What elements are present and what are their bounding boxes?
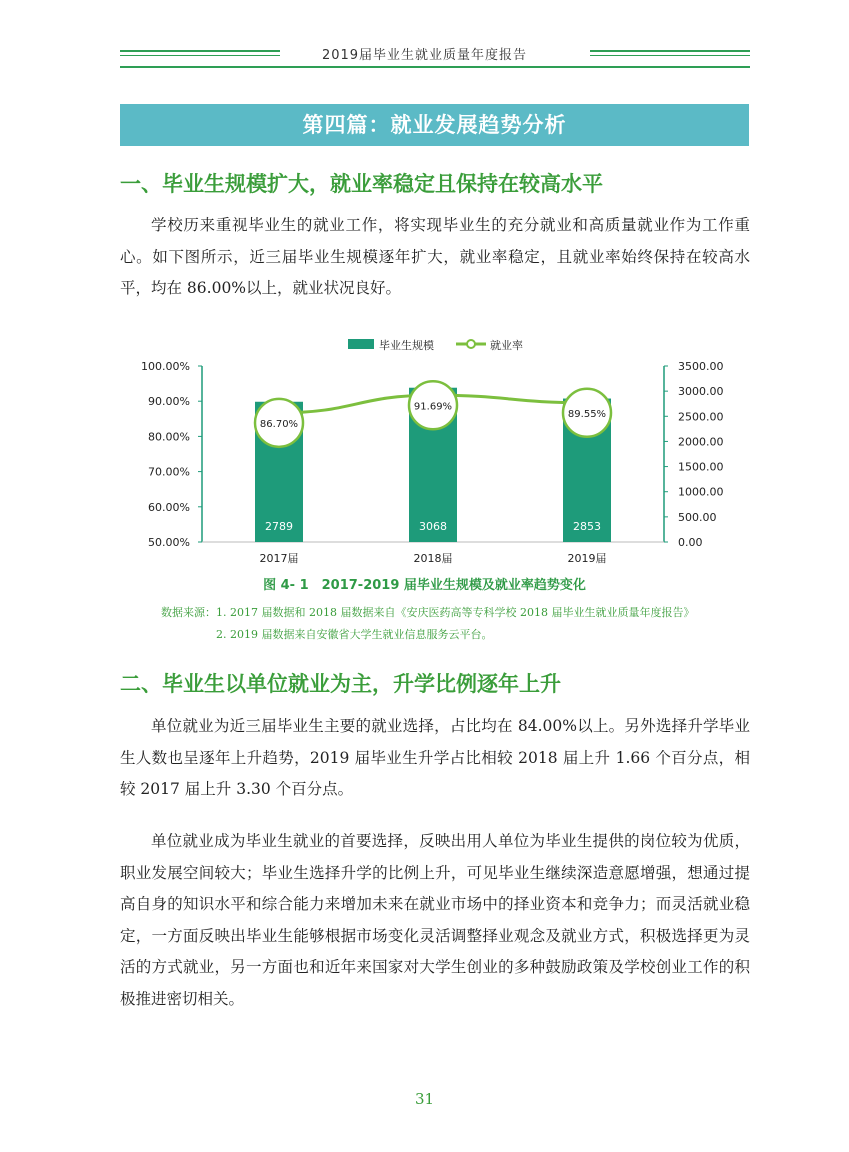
right-tick-label: 0.00 (678, 536, 703, 549)
section-1-title: 一、毕业生规模扩大，就业率稳定且保持在较高水平 (120, 172, 603, 196)
line-value-label: 86.70% (259, 418, 299, 430)
page-number: 31 (414, 1090, 435, 1108)
left-tick-label: 80.00% (148, 430, 190, 444)
left-tick-label: 100.00% (141, 360, 190, 373)
employment-trend-chart (0, 0, 849, 575)
section-2-paragraph-2: 单位就业成为毕业生就业的首要选择，反映出用人单位为毕业生提供的岗位较为优质，职业发展空间较大；毕业生选择升学的比例上升，可见毕业生继续深造意愿增强，想通过提高自身的知识水平和综合能力来增加未来在就业市场中的择业资本和竞争力；而灵活就业稳定，一方面反映出毕业生能够根据市场变化灵活调整择业观念及就业方式，积极选择更为灵活的方式就业，另一方面也和近年来国家对大学生创业的多种鼓励政策及学校创业工作的积极推进密切相关。 (120, 832, 750, 1008)
section-1-paragraph: 学校历来重视毕业生的就业工作，将实现毕业生的充分就业和高质量就业作为工作重心。如下图所示，近三届毕业生规模逐年扩大，就业率稳定，且就业率始终保持在较高水平，均在 86.00%以上，就业状况良好。 (120, 216, 750, 297)
figure-source-2: 2. 2019 届数据来自安徽省大学生就业信息服务云平台。 (216, 628, 493, 641)
figure-caption: 图 4- 1 2017-2019 届毕业生规模及就业率趋势变化 (263, 578, 586, 593)
legend-line-label: 就业率 (490, 339, 523, 352)
right-tick-label: 1000.00 (678, 485, 724, 499)
right-tick-label: 1500.00 (678, 460, 724, 474)
chapter-banner: 第四篇：就业发展趋势分析 (120, 104, 749, 146)
section-2-title: 二、毕业生以单位就业为主，升学比例逐年上升 (120, 672, 561, 696)
right-tick-label: 2000.00 (678, 435, 724, 449)
left-tick-label: 90.00% (148, 395, 190, 409)
x-tick-label: 2018届 (413, 552, 453, 565)
right-tick-label: 3500.00 (678, 360, 724, 373)
left-tick-label: 50.00% (148, 536, 190, 549)
legend-line-marker (467, 340, 475, 348)
x-tick-label: 2019届 (567, 552, 607, 565)
right-tick-label: 3000.00 (678, 385, 724, 399)
legend-bar-swatch (348, 339, 374, 349)
line-value-label: 91.69% (413, 401, 453, 413)
x-tick-label: 2017届 (259, 552, 299, 565)
bar-value-label: 2853 (573, 520, 601, 533)
right-tick-label: 500.00 (678, 510, 717, 524)
figure-source-1: 数据来源：1. 2017 届数据和 2018 届数据来自《安庆医药高等专科学校 2018 届毕业生就业质量年度报告》 (161, 606, 695, 619)
bar-value-label: 2789 (265, 520, 293, 533)
bar-value-label: 3068 (419, 520, 447, 533)
right-tick-label: 2500.00 (678, 410, 724, 424)
left-tick-label: 70.00% (148, 465, 190, 479)
running-header: 2019届毕业生就业质量年度报告 (321, 48, 528, 63)
legend-bar-label: 毕业生规模 (379, 339, 434, 352)
section-2-paragraph-1: 单位就业为近三届毕业生主要的就业选择，占比均在 84.00%以上。另外选择升学毕业生人数也呈逐年上升趋势，2019 届毕业生升学占比相较 2018 届上升 1.66 个百分点，相较 2017 届上升 3.30 个百分点。 (120, 717, 750, 798)
line-value-label: 89.55% (567, 408, 607, 420)
left-tick-label: 60.00% (148, 500, 190, 514)
